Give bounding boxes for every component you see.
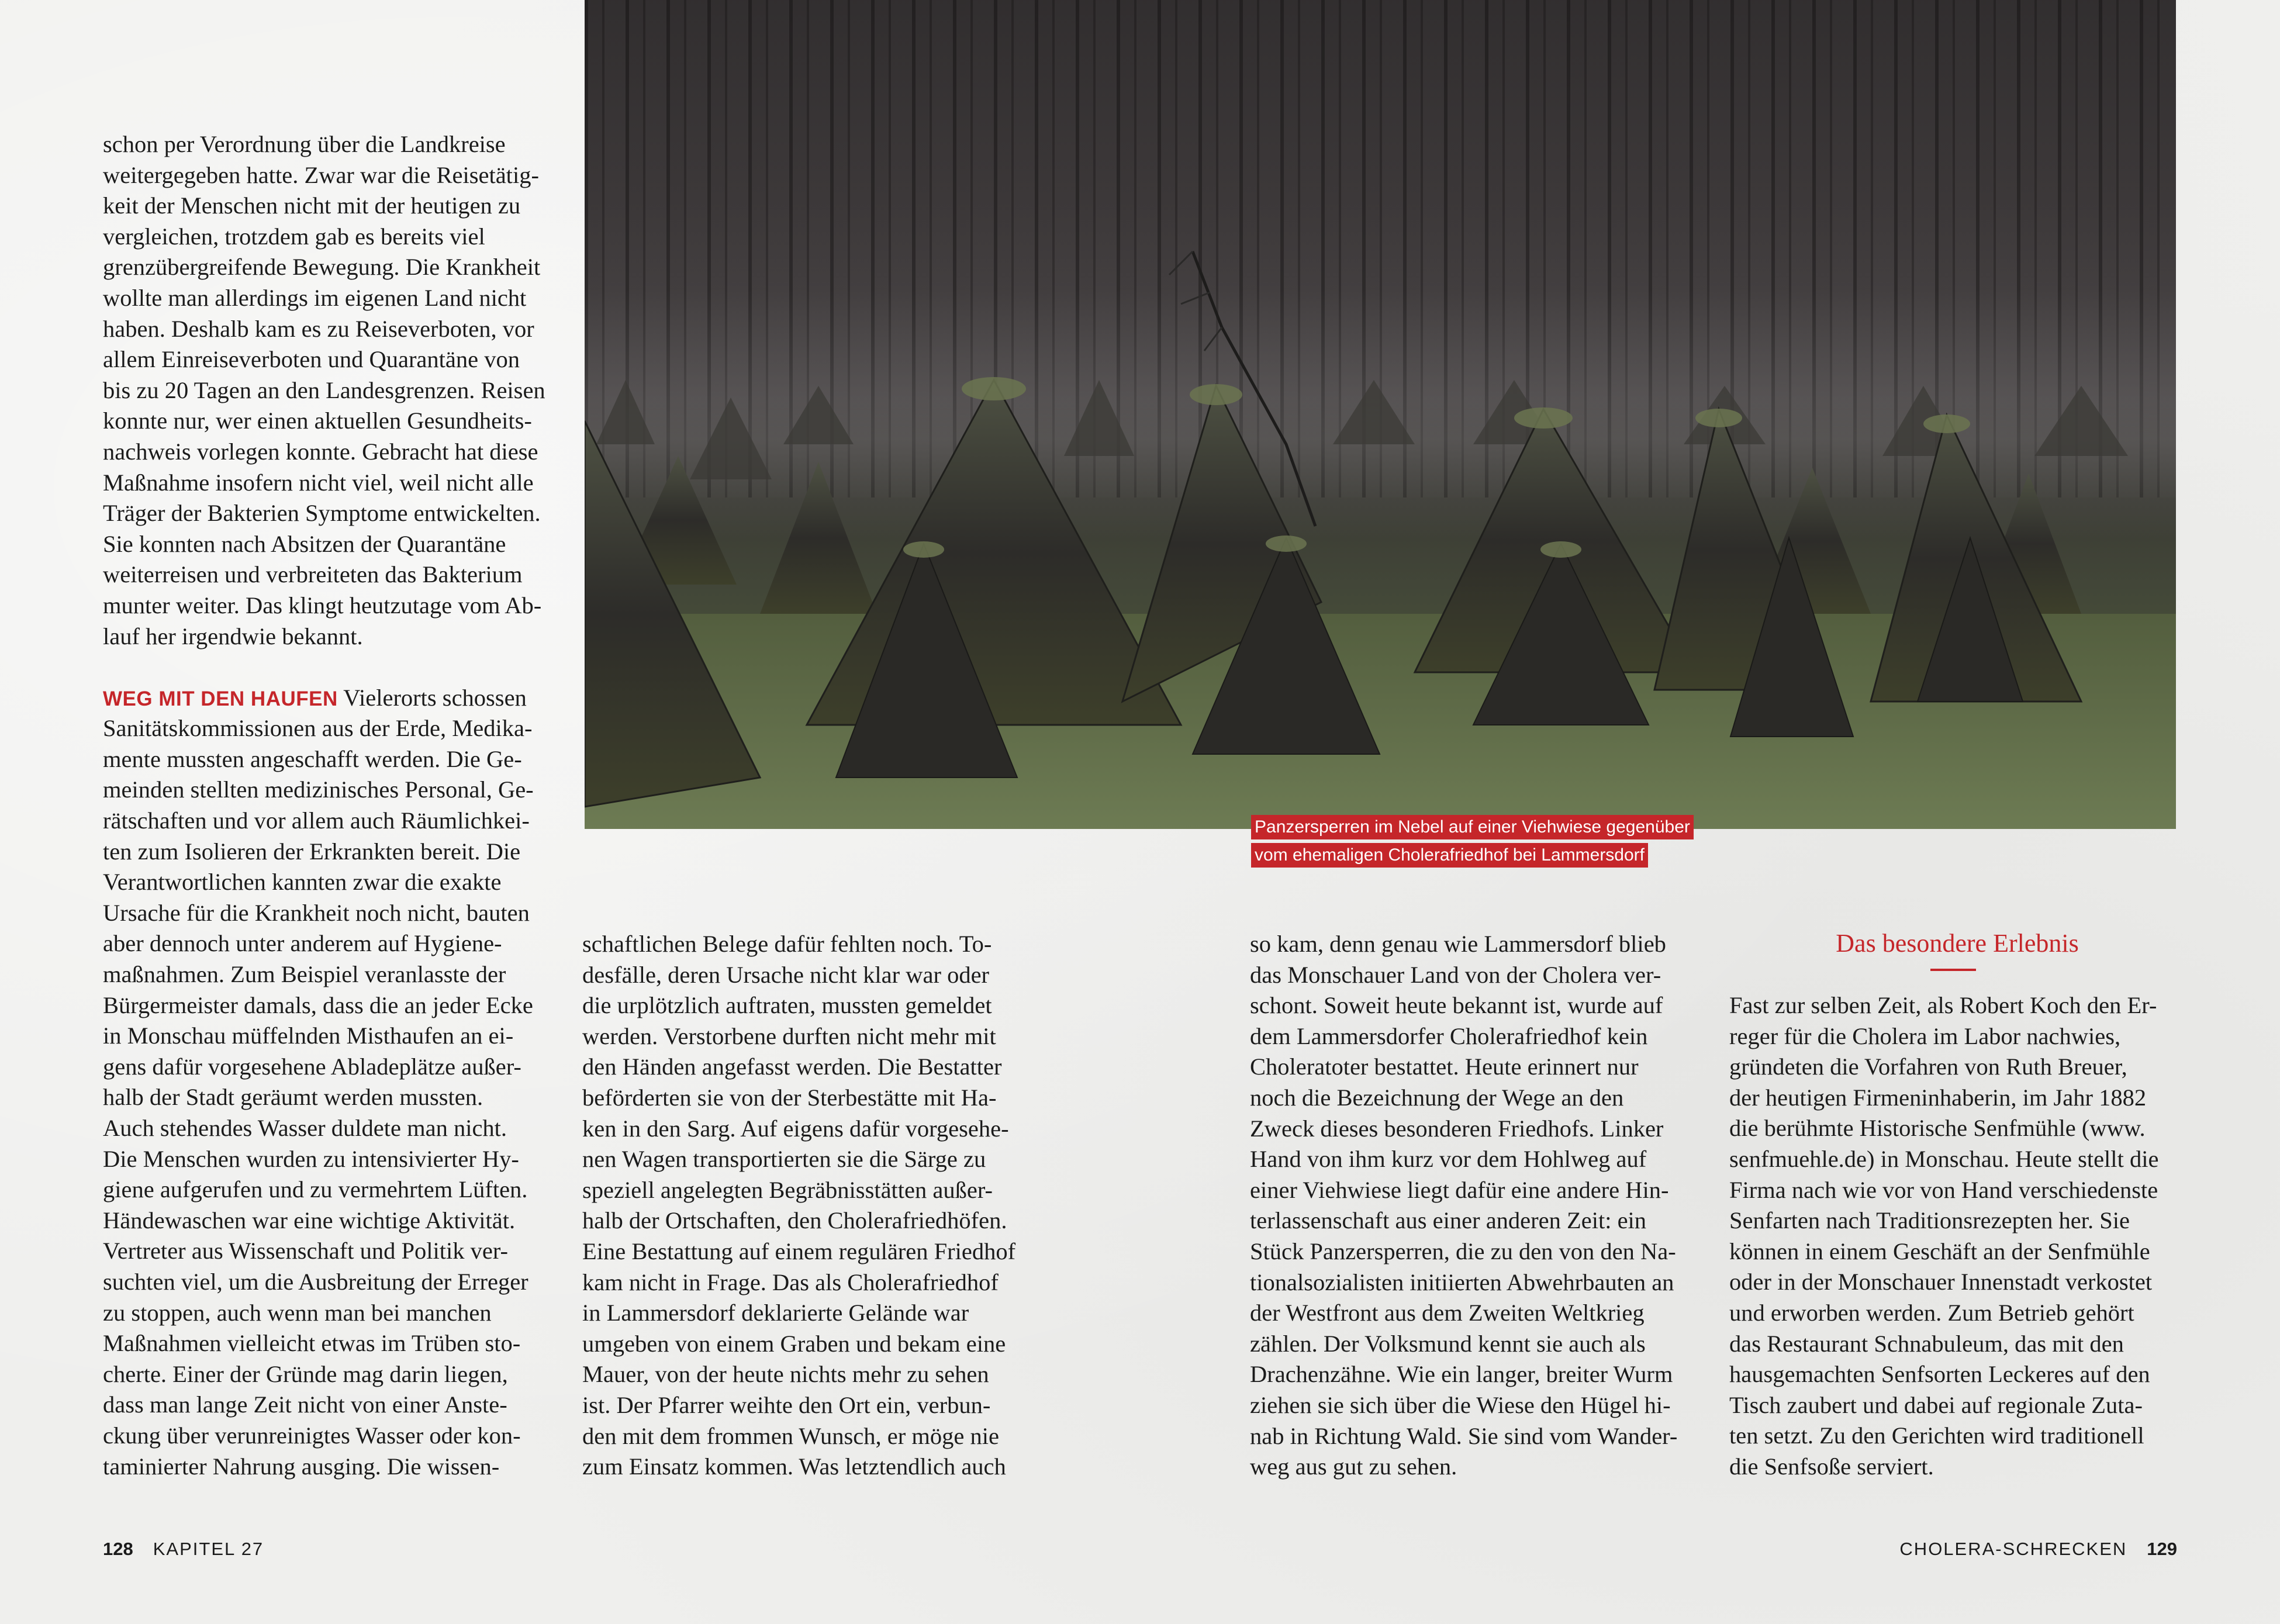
body-line: ten setzt. Zu den Gerichten wird traditionell xyxy=(1729,1422,2144,1449)
page-number-left: 128 xyxy=(103,1539,133,1559)
body-line: dass man lange Zeit nicht von einer Anste- xyxy=(103,1391,507,1418)
body-line: der heutigen Firmeninhaberin, im Jahr 1882 xyxy=(1729,1084,2147,1111)
body-line: tionalsozialisten initiierten Abwehrbauten an xyxy=(1250,1269,1674,1295)
body-line: ckung über verunreinigtes Wasser oder kon- xyxy=(103,1422,521,1449)
text-column-3 xyxy=(1250,929,1677,1483)
body-line: weiterreisen und verbreiteten das Bakterium xyxy=(103,561,523,588)
body-line: Choleratoter bestattet. Heute erinnert nur xyxy=(1250,1053,1639,1080)
body-line: und erworben werden. Zum Betrieb gehört xyxy=(1729,1299,2134,1326)
dragon-teeth-shapes xyxy=(585,0,2176,829)
body-line: weitergegeben hatte. Zwar war die Reisetätig- xyxy=(103,161,539,188)
body-line: rätschaften und vor allem auch Räumlichkei- xyxy=(103,807,530,834)
body-line: vergleichen, trotzdem gab es bereits viel xyxy=(103,223,485,250)
caption-line-1: Panzersperren im Nebel auf einer Viehwiese gegenüber xyxy=(1251,815,1694,839)
body-line: Senfarten nach Traditionsrezepten her. Sie xyxy=(1729,1207,2130,1234)
body-line: so kam, denn genau wie Lammersdorf blieb xyxy=(1250,931,1666,957)
body-line: Sanitätskommissionen aus der Erde, Medika- xyxy=(103,715,533,742)
body-line: schon per Verordnung über die Landkreise xyxy=(103,131,506,157)
body-line: den mit dem frommen Wunsch, er möge nie xyxy=(582,1422,999,1449)
footer-left xyxy=(103,1539,264,1560)
page-number-right: 129 xyxy=(2147,1539,2177,1559)
body-line: Sie konnten nach Absitzen der Quarantäne xyxy=(103,530,506,557)
body-line: nachweis vorlegen konnte. Gebracht hat diese xyxy=(103,438,538,465)
body-line: haben. Deshalb kam es zu Reiseverboten, vor xyxy=(103,315,534,342)
body-line: ken in den Sarg. Auf eigens dafür vorgesehe- xyxy=(582,1115,1009,1142)
body-line: beförderten sie von der Sterbestätte mit Ha- xyxy=(582,1084,997,1111)
body-line: Zweck dieses besonderen Friedhofs. Linker xyxy=(1250,1115,1664,1142)
sidebar-box-title: Das besondere Erlebnis xyxy=(1836,929,2079,958)
running-head-left: KAPITEL 27 xyxy=(153,1539,264,1559)
body-line: Eine Bestattung auf einem regulären Friedhof xyxy=(582,1238,1016,1264)
body-line: dem Lammersdorfer Cholerafriedhof kein xyxy=(1250,1022,1648,1049)
body-line: weg aus gut zu sehen. xyxy=(1250,1453,1457,1480)
body-line: umgeben von einem Graben und bekam eine xyxy=(582,1330,1006,1357)
body-line: einer Viehwiese liegt dafür eine andere Hin- xyxy=(1250,1176,1669,1203)
body-line: cherte. Einer der Gründe mag darin liegen, xyxy=(103,1360,508,1387)
body-line: Maßnahmen vielleicht etwas im Trüben sto- xyxy=(103,1330,521,1357)
body-line: Verantwortlichen kannten zwar die exakte xyxy=(103,869,502,896)
body-line: halb der Stadt geräumt werden mussten. xyxy=(103,1084,483,1111)
body-line: zu stoppen, auch wenn man bei manchen xyxy=(103,1299,492,1326)
body-line: Händewaschen war eine wichtige Aktivität. xyxy=(103,1207,516,1233)
body-line: die berühmte Historische Senfmühle (www. xyxy=(1729,1115,2146,1142)
body-line: senfmuehle.de) in Monschau. Heute stellt die xyxy=(1729,1145,2159,1172)
body-line: reger für die Cholera im Labor nachwies, xyxy=(1729,1022,2121,1049)
body-line: Die Menschen wurden zu intensivierter Hy- xyxy=(103,1145,519,1172)
body-line: grenzübergreifende Bewegung. Die Krankheit xyxy=(103,254,541,281)
body-line: zum Einsatz kommen. Was letztendlich auch xyxy=(582,1453,1006,1480)
body-line: kam nicht in Frage. Das als Cholerafriedhof xyxy=(582,1269,999,1295)
subhead-line xyxy=(103,683,545,714)
body-line: in Monschau müffelnden Misthaufen an ei- xyxy=(103,1022,514,1049)
body-line: Hand von ihm kurz vor dem Hohlweg auf xyxy=(1250,1146,1647,1173)
subhead-weg-mit-den-haufen: WEG MIT DEN HAUFEN xyxy=(103,687,338,710)
body-line: meinden stellten medizinisches Personal, Ge- xyxy=(103,776,534,803)
body-line: gründeten die Vorfahren von Ruth Breuer, xyxy=(1729,1053,2127,1080)
footer-right xyxy=(1899,1539,2177,1560)
body-line: terlassenschaft aus einer anderen Zeit: ein xyxy=(1250,1207,1647,1234)
body-line: können in einem Geschäft an der Senfmühle xyxy=(1729,1238,2150,1264)
body-line: wollte man allerdings im eigenen Land nicht xyxy=(103,284,527,311)
body-line: die urplötzlich auftraten, mussten gemeldet xyxy=(582,992,992,1019)
sidebar-title-rule xyxy=(1930,969,1976,971)
body-line: Stück Panzersperren, die zu den von den Na- xyxy=(1250,1238,1676,1264)
body-line: oder in der Monschauer Innenstadt verkostet xyxy=(1729,1269,2153,1295)
body-text: Vielerorts schossen xyxy=(343,684,527,711)
body-line: munter weiter. Das klingt heutzutage vom Ab- xyxy=(103,592,542,618)
body-line: keit der Menschen nicht mit der heutigen zu xyxy=(103,192,521,219)
body-line: Vertreter aus Wissenschaft und Politik ver- xyxy=(103,1238,509,1264)
body-line: aber dennoch unter anderem auf Hygiene- xyxy=(103,930,502,957)
body-line: der Westfront aus dem Zweiten Weltkrieg xyxy=(1250,1300,1645,1326)
text-column-1 xyxy=(103,129,545,1482)
body-line: taminierter Nahrung ausging. Die wissen- xyxy=(103,1453,500,1480)
body-line: bis zu 20 Tagen an den Landesgrenzen. Reisen xyxy=(103,376,545,403)
body-line: allem Einreiseverboten und Quarantäne von xyxy=(103,346,520,373)
body-line: hausgemachten Senfsorten Leckeres auf den xyxy=(1729,1361,2150,1388)
body-line: werden. Verstorbene durften nicht mehr mit xyxy=(582,1022,996,1049)
body-line: ziehen sie sich über die Wiese den Hügel hi- xyxy=(1250,1391,1671,1418)
body-line: nab in Richtung Wald. Sie sind vom Wander- xyxy=(1250,1422,1678,1449)
body-line: Fast zur selben Zeit, als Robert Koch den Er- xyxy=(1729,992,2157,1018)
body-line: Firma nach wie vor von Hand verschiedenste xyxy=(1729,1176,2158,1203)
body-line: gens dafür vorgesehene Abladeplätze außer- xyxy=(103,1053,521,1080)
body-line: Maßnahme insofern nicht viel, weil nicht alle xyxy=(103,469,534,496)
body-line: konnte nur, wer einen aktuellen Gesundheits- xyxy=(103,407,532,434)
text-column-2 xyxy=(582,929,1015,1483)
body-line: den Händen angefasst werden. Die Bestatter xyxy=(582,1053,1002,1080)
body-line: Auch stehendes Wasser duldete man nicht. xyxy=(103,1115,507,1141)
body-line: Drachenzähne. Wie ein langer, breiter Wurm xyxy=(1250,1361,1673,1388)
body-line: nen Wagen transportierten sie die Särge zu xyxy=(582,1146,986,1173)
body-line: schont. Soweit heute bekannt ist, wurde auf xyxy=(1250,992,1663,1019)
body-line: Mauer, von der heute nichts mehr zu sehen xyxy=(582,1361,989,1388)
body-line: lauf her irgendwie bekannt. xyxy=(103,623,363,649)
body-line: ist. Der Pfarrer weihte den Ort ein, verbun- xyxy=(582,1391,991,1418)
paragraph-gap xyxy=(103,652,545,683)
body-line: zählen. Der Volksmund kennt sie auch als xyxy=(1250,1330,1646,1357)
body-line: suchten viel, um die Ausbreitung der Erreger xyxy=(103,1268,528,1295)
body-line: maßnahmen. Zum Beispiel veranlasste der xyxy=(103,961,506,988)
body-line: in Lammersdorf deklarierte Gelände war xyxy=(582,1300,969,1326)
body-line: das Restaurant Schnabuleum, das mit den xyxy=(1729,1330,2124,1357)
body-line: halb der Ortschaften, den Cholerafriedhöfen. xyxy=(582,1207,1007,1234)
body-line: Ursache für die Krankheit noch nicht, bauten xyxy=(103,899,530,926)
body-line: das Monschauer Land von der Cholera ver- xyxy=(1250,961,1661,988)
body-line: desfälle, deren Ursache nicht klar war oder xyxy=(582,961,990,988)
body-line: Bürgermeister damals, dass die an jeder Ecke xyxy=(103,991,533,1018)
body-line: schaftlichen Belege dafür fehlten noch. To- xyxy=(582,931,992,957)
body-line: speziell angelegten Begräbnisstätten außer- xyxy=(582,1176,993,1203)
body-line: ten zum Isolieren der Erkrankten bereit. Die xyxy=(103,838,521,865)
body-line: die Senfsoße serviert. xyxy=(1729,1453,1934,1480)
running-head-right: CHOLERA-SCHRECKEN xyxy=(1899,1539,2127,1559)
caption-line-2: vom ehemaligen Cholerafriedhof bei Lammersdorf xyxy=(1251,843,1648,868)
body-line: giene aufgerufen und zu vermehrtem Lüften. xyxy=(103,1176,528,1203)
text-column-4-sidebar xyxy=(1729,990,2158,1483)
body-line: mente mussten angeschafft werden. Die Ge- xyxy=(103,745,522,772)
tank-traps-photo xyxy=(585,0,2176,829)
body-line: noch die Bezeichnung der Wege an den xyxy=(1250,1084,1624,1111)
body-line: Träger der Bakterien Symptome entwickelten. xyxy=(103,500,541,527)
photo-caption xyxy=(1251,815,1694,871)
body-line: Tisch zaubert und dabei auf regionale Zuta- xyxy=(1729,1391,2143,1418)
